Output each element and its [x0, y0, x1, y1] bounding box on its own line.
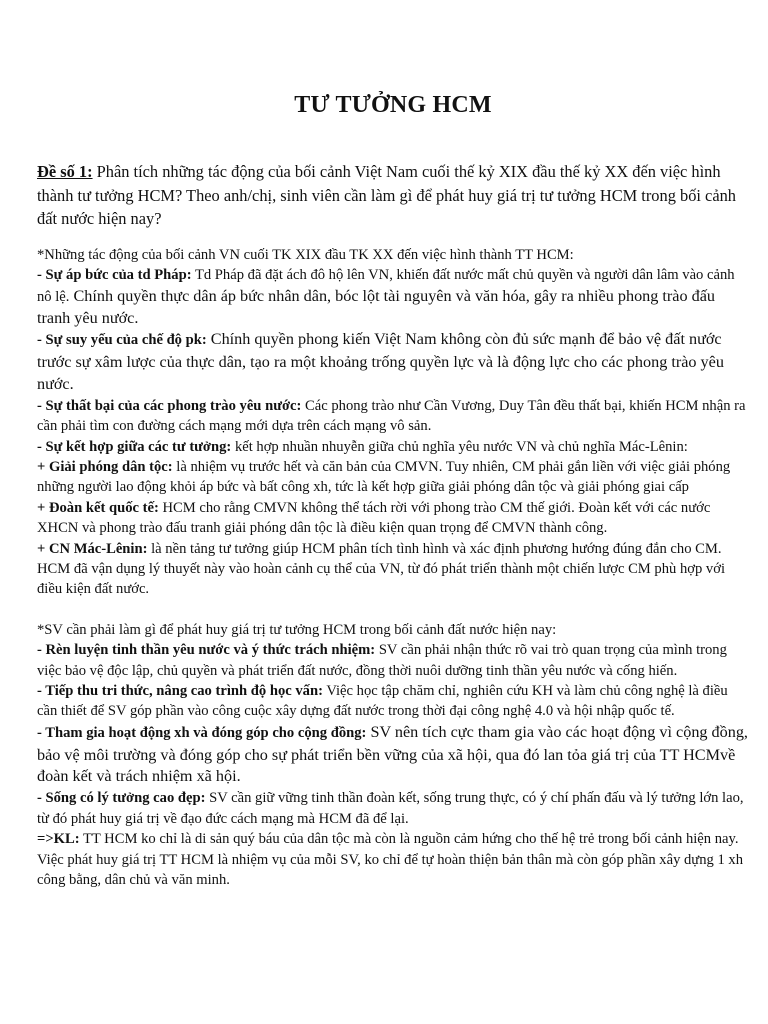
item-text: HCM cho rằng CMVN không thể tách rời với phong trào CM thế giới. Đoàn kết với các nước XHCN và phong trào đấu tranh giải phóng dân tộc là điều kiện quan trọng để CMVN thành công. — [37, 499, 711, 537]
item-label: - Tham gia hoạt động xh và đóng góp cho cộng đồng: — [37, 724, 367, 741]
item-text: Việc học tập chăm chỉ, nghiên cứu KH và làm chủ công nghệ là điều cần thiết để SV góp phần vào công cuộc xây dựng đất nước trong thời đại công nghệ 4.0 và hội nhập quốc tế. — [37, 683, 728, 720]
section2-item-3 — [37, 722, 751, 788]
section1-item-3 — [37, 396, 751, 437]
section-gap — [37, 600, 751, 620]
item-text: Chính quyền phong kiến Việt Nam không còn đủ sức mạnh để bảo vệ đất nước trước sự xâm lược của thực dân, tạo ra một khoảng trống quyền lực và là động lực cho các phong trào yêu nước. — [37, 330, 724, 393]
item-text: kết hợp nhuần nhuyễn giữa chủ nghĩa yêu nước VN và chủ nghĩa Mác-Lênin: — [231, 438, 688, 455]
item-label: =>KL: — [37, 831, 80, 848]
section2-item-2 — [37, 681, 751, 722]
item-label: - Sự áp bức của td Pháp: — [37, 267, 192, 284]
item-label: - Tiếp thu tri thức, nâng cao trình độ học vấn: — [37, 683, 323, 700]
item-text: TT HCM ko chỉ là di sản quý báu của dân tộc mà còn là nguồn cảm hứng cho thế hệ trẻ trong bối cảnh hiện nay. Việc phát huy giá trị TT HCM là nhiệm vụ của mỗi SV, ko chỉ để tự hoàn thiện bản thân mà còn góp phần xây dựng 1 xh công bằng, dân chủ và văn minh. — [37, 831, 743, 888]
section1-item-5 — [37, 457, 751, 498]
section2-item-5 — [37, 829, 751, 890]
item-label: - Sự suy yếu của chế độ pk: — [37, 332, 207, 349]
item-text: SV nên tích cực tham gia vào các hoạt động vì cộng đồng, bảo vệ môi trường và đóng góp cho sự phát triển bền vững của xã hội, qua đó lan tỏa giá trị của TT HCMvề đoàn kết và trách nhiệm xã hội. — [37, 722, 748, 786]
question-label: Đề số 1: — [37, 162, 93, 181]
item-label: - Sự thất bại của các phong trào yêu nước: — [37, 397, 302, 414]
item-text: SV cần phải nhận thức rõ vai trò quan trọng của mình trong việc bảo vệ độc lập, chủ quyền và phát triển đất nước, đồng thời nuôi dưỡng tinh thần yêu nước và cống hiến. — [37, 642, 727, 679]
answer-body — [37, 245, 751, 890]
item-text: Td Pháp đã đặt ách đô hộ lên VN, khiến đất nước mất chủ quyền và người dân lâm vào cảnh nô lệ. — [37, 267, 735, 305]
document-title: TƯ TƯỞNG HCM — [294, 92, 492, 118]
section1-item-7 — [37, 539, 751, 600]
item-label: + CN Mác-Lênin: — [37, 540, 148, 557]
item-label: + Đoàn kết quốc tế: — [37, 499, 159, 516]
section1-item-1 — [37, 265, 751, 329]
section1-item-4 — [37, 437, 751, 457]
section2-item-1 — [37, 640, 751, 681]
item-text: Các phong trào như Cần Vương, Duy Tân đều thất bại, khiến HCM nhận ra cần phải tìm con đường cách mạng mới dựa trên cách mạng vô sản. — [37, 397, 746, 435]
item-label: - Sống có lý tưởng cao đẹp: — [37, 790, 206, 807]
question-block — [37, 160, 749, 231]
item-label: - Sự kết hợp giữa các tư tưởng: — [37, 438, 232, 455]
section1-item-6 — [37, 498, 751, 539]
item-text: là nền tảng tư tưởng giúp HCM phân tích tình hình và xác định phương hướng đúng đắn cho CM. HCM đã vận dụng lý thuyết này vào hoàn cảnh cụ thể của VN, từ đó phát triển thành một chiến lược CM phù hợp với điều kiện đất nước. — [37, 540, 725, 598]
item-text: SV cần giữ vững tinh thần đoàn kết, sống trung thực, có ý chí phấn đấu và lý tưởng lớn lao, từ đó phát huy giá trị về đạo đức cách mạng mà HCM đã để lại. — [37, 790, 744, 827]
item-label: + Giải phóng dân tộc: — [37, 459, 173, 476]
item-label: - Rèn luyện tinh thần yêu nước và ý thức trách nhiệm: — [37, 642, 376, 659]
question-text: Phân tích những tác động của bối cảnh Việt Nam cuối thế kỷ XIX đầu thế kỷ XX đến việc hình thành tư tưởng HCM? Theo anh/chị, sinh viên cần làm gì để phát huy giá trị tư tưởng HCM trong bối cảnh đất nước hiện nay? — [37, 162, 736, 228]
section1-item-2 — [37, 329, 751, 395]
item-text: là nhiệm vụ trước hết và căn bản của CMVN. Tuy nhiên, CM phải gắn liền với việc giải phóng những người lao động khỏi áp bức và bất công xh, tức là kết hợp giữa giải phóng dân tộc và giải phóng giai cấp — [37, 459, 731, 496]
section2-heading: *SV cần phải làm gì để phát huy giá trị tư tưởng HCM trong bối cảnh đất nước hiện nay: — [37, 621, 557, 638]
item-text-continued: Chính quyền thực dân áp bức nhân dân, bóc lột tài nguyên và văn hóa, gây ra nhiều phong trào đấu tranh yêu nước. — [37, 286, 715, 327]
section1-heading: *Những tác động của bối cảnh VN cuối TK XIX đầu TK XX đến việc hình thành TT HCM: — [37, 247, 574, 263]
section2-item-4 — [37, 788, 751, 829]
